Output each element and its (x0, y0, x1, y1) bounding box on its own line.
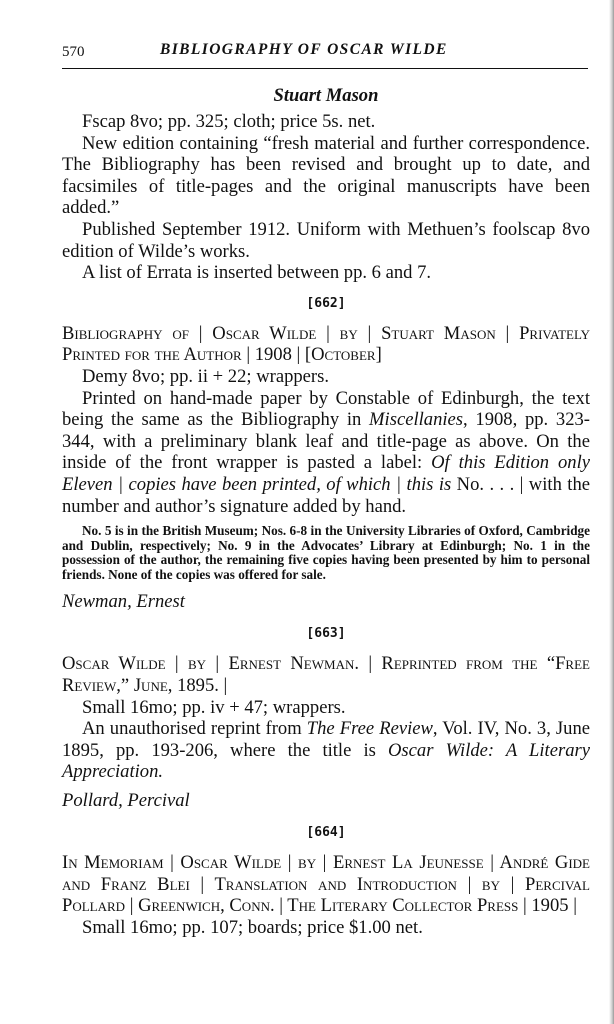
entry-number-664: [664] (306, 825, 346, 841)
section-heading: Stuart Mason (273, 85, 379, 106)
entry-title-664: In Memoriam | Oscar Wilde | by | Ernest La Jeunesse | André Gide and Franz Blei | Translation and Introduction | by | Percival Pollard | Greenwich, Conn. | The Literary Collector Press | 1905 | (62, 852, 590, 917)
entry-title-662: Bibliography of | Oscar Wilde | by | Stuart Mason | Privately Printed for the Author | 1908 | [October] (62, 322, 590, 366)
entry-format-664: Small 16mo; pp. 107; boards; price $1.00 net. (82, 916, 423, 938)
entry-number-662: [662] (306, 295, 346, 311)
format-line: Fscap 8vo; pp. 325; cloth; price 5s. net. (82, 111, 376, 132)
page-body (62, 84, 590, 938)
running-header: BIBLIOGRAPHY OF OSCAR WILDE (160, 41, 448, 58)
entry-description-662: Printed on hand-made paper by Constable of Edinburgh, the text being the same as the Bibliography in Miscellanies, 1908, pp. 323-344, with a preliminary blank leaf and title-page as above. On the inside of the front wrapper is pasted a label: Of this Edition only Eleven | copies have been printed, of which | this is No. . . . | with the number and author’s signature added by hand. (62, 387, 591, 517)
entry-title-663: Oscar Wilde | by | Ernest Newman. | Reprinted from the “Free Review,” June, 1895. | (62, 653, 590, 697)
entry-footnote-662: No. 5 is in the British Museum; Nos. 6-8 in the University Libraries of Oxford, Cambridge and Dublin, respectively; No. 9 in the Advocates’ Library at Edinburgh; No. 1 in the possession of the author, the remaining five copies having been presented by him to personal friends. None of the copies was offered for sale. (62, 523, 590, 582)
edition-note: New edition containing “fresh material and further correspondence. The Bibliography has been revised and brought up to date, and facsimiles of title-pages and the original manuscripts have been added.” (62, 132, 590, 219)
entry-format-662: Demy 8vo; pp. ii + 22; wrappers. (82, 365, 330, 387)
publication-note: Published September 1912. Uniform with Methuen’s foolscap 8vo edition of Wilde’s works. (62, 218, 590, 262)
entry-format-663: Small 16mo; pp. iv + 47; wrappers. (82, 696, 346, 718)
errata-note: A list of Errata is inserted between pp. 6 and 7. (82, 262, 432, 284)
header-rule (62, 68, 588, 69)
page-edge-shadow (609, 0, 614, 1024)
entry-description-663: An unauthorised reprint from The Free Review, Vol. IV, No. 3, June 1895, pp. 193-206, where the title is Oscar Wilde: A Literary Appreciation. (62, 718, 591, 783)
author-heading-pollard: Pollard, Percival (62, 790, 190, 812)
author-heading-newman: Newman, Ernest (62, 591, 185, 613)
entry-number-663: [663] (306, 626, 346, 642)
page-number: 570 (62, 44, 85, 60)
